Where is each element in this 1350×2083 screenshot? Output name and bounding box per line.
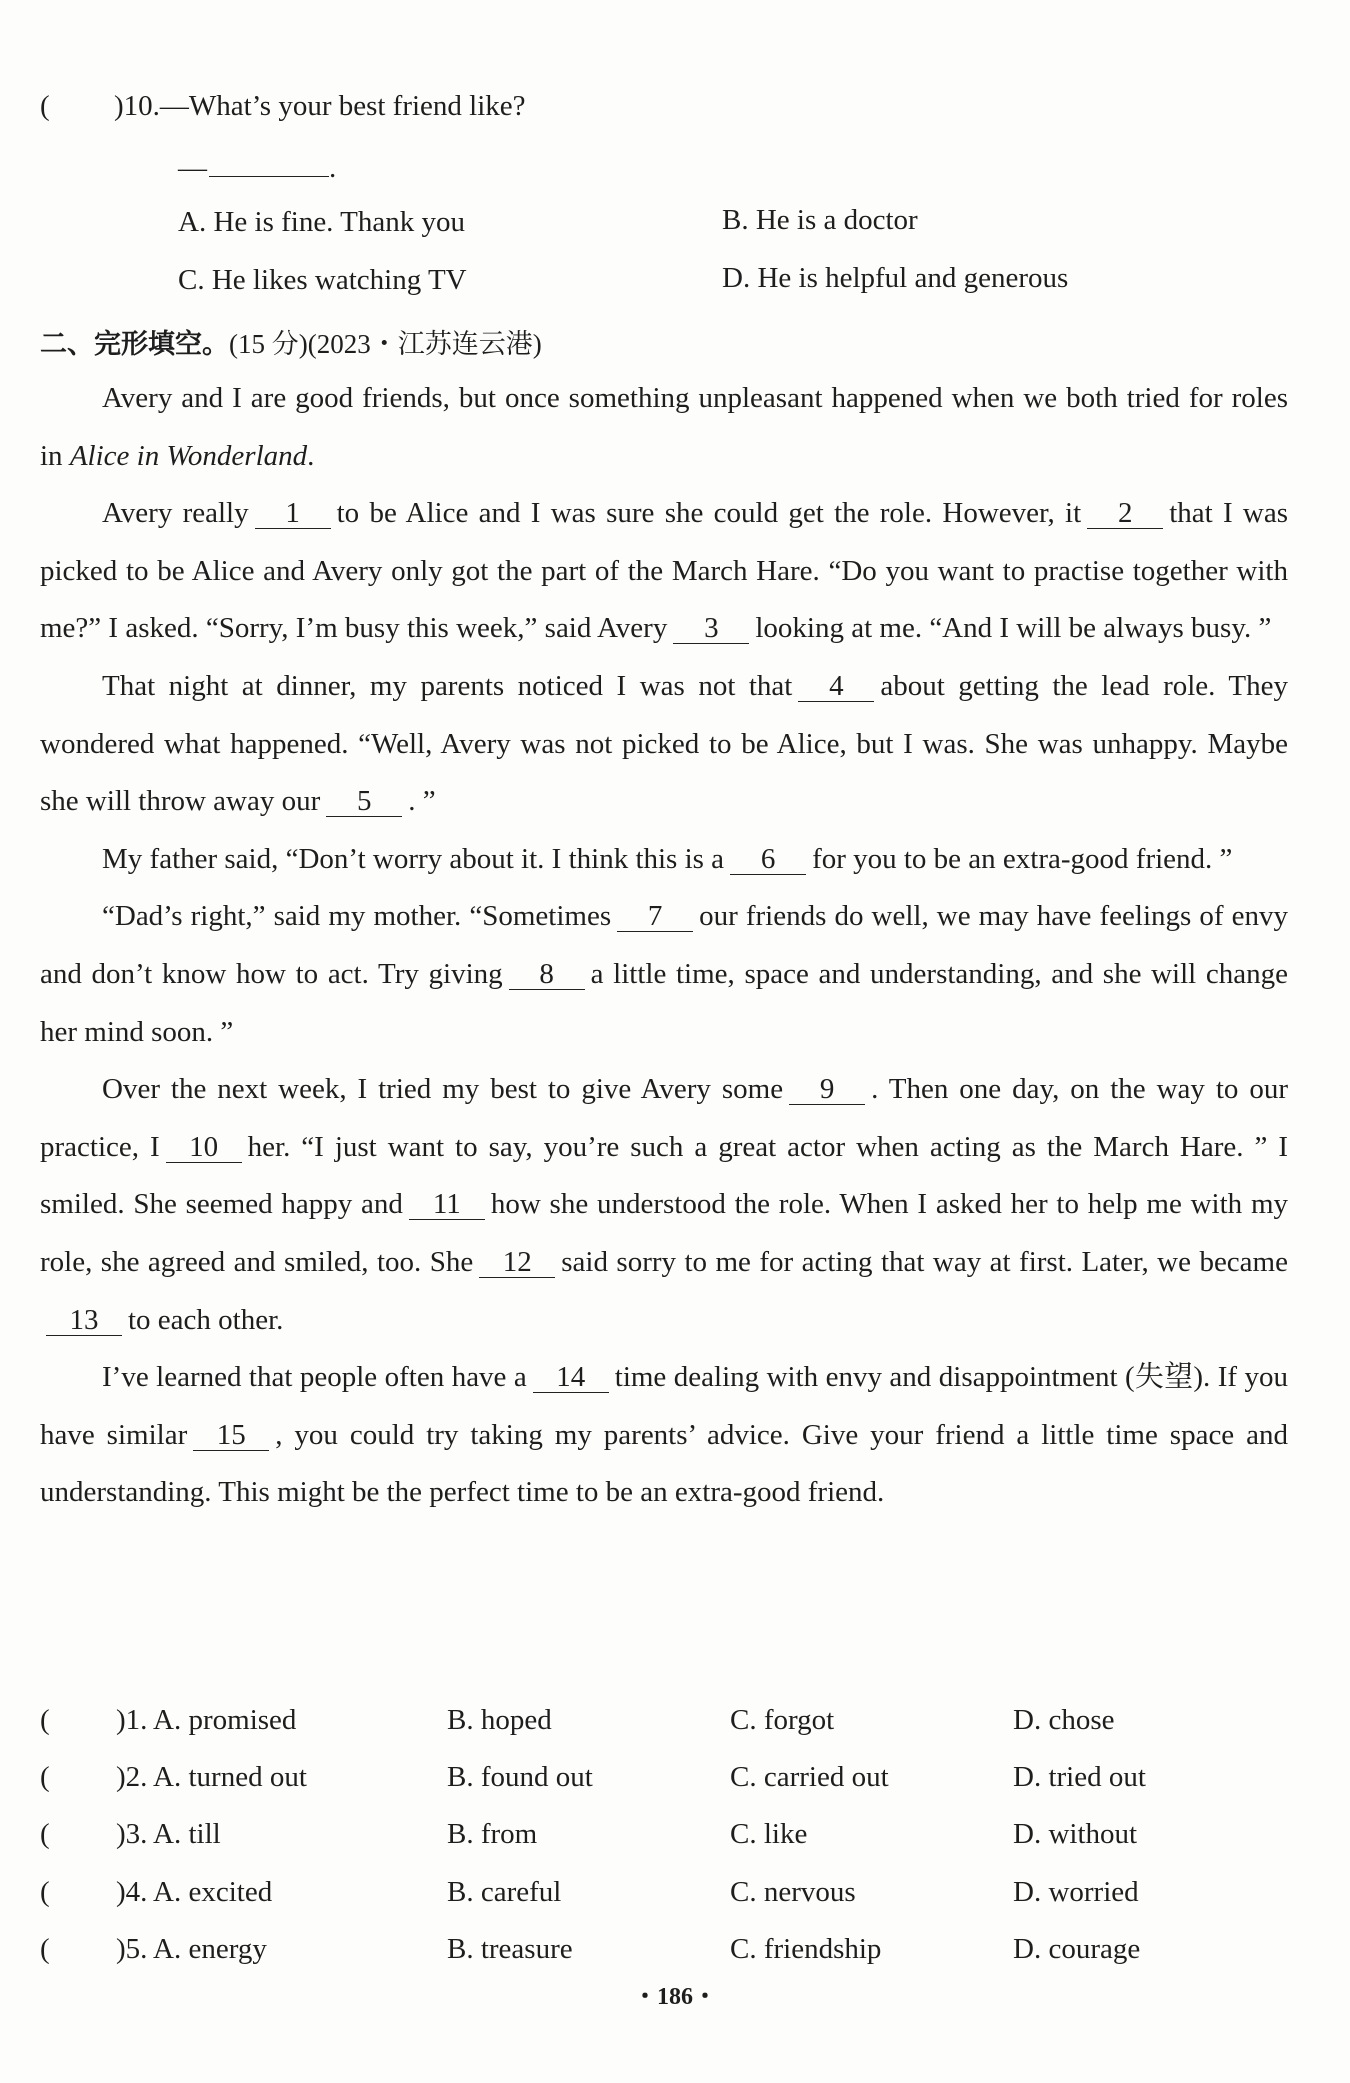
choice-a[interactable]: )3. A. till — [116, 1818, 221, 1850]
choice-b[interactable]: B. from — [447, 1818, 538, 1850]
question-10-answer-line — [178, 150, 336, 185]
passage-text: Avery really — [102, 497, 249, 530]
choice-a[interactable]: )1. A. promised — [116, 1704, 297, 1736]
choice-d[interactable]: D. worried — [1013, 1876, 1139, 1908]
paragraph-2 — [40, 485, 1288, 658]
option-d: D. He is helpful and generous — [722, 262, 1069, 294]
choice-d[interactable]: D. courage — [1013, 1933, 1141, 1965]
passage-text: her. “I just want to say, you’re such a great actor when acting as the March Hare. ” I smiled. She seemed happy and — [40, 1130, 1288, 1221]
blank-4[interactable]: 4 — [798, 671, 874, 702]
choice-b[interactable]: B. hoped — [447, 1704, 552, 1736]
blank-10[interactable]: 10 — [166, 1132, 242, 1163]
blank-15[interactable]: 15 — [193, 1420, 269, 1451]
choice-c[interactable]: C. friendship — [730, 1933, 882, 1965]
paragraph-4 — [40, 831, 1288, 889]
option-b: B. He is a doctor — [722, 204, 918, 236]
option-c: C. He likes watching TV — [178, 264, 467, 296]
passage-text: “Dad’s right,” said my mother. “Sometimes — [102, 900, 612, 933]
blank-11[interactable]: 11 — [409, 1189, 485, 1220]
blank-14[interactable]: 14 — [533, 1362, 609, 1393]
choice-a[interactable]: )5. A. energy — [116, 1933, 267, 1965]
passage-text: to each other. — [128, 1303, 284, 1336]
answer-paren-close: ) — [114, 90, 124, 122]
blank-12[interactable]: 12 — [479, 1247, 555, 1278]
choice-d[interactable]: D. without — [1013, 1818, 1138, 1850]
question-10-stem — [40, 90, 526, 123]
passage-text: how she understood the role. When I asked her to help me with my role, she agreed and smiled, too. She — [40, 1188, 1288, 1278]
passage-text: My father said, “Don’t worry about it. I think this is a — [102, 842, 725, 875]
paragraph-5 — [40, 888, 1288, 1061]
answer-blank — [209, 150, 329, 177]
passage-text: our friends do well, we may have feelings of envy and don’t know how to act. Try giving — [40, 900, 1288, 990]
passage-text: a little time, space and understanding, and she will change her mind soon. ” — [40, 957, 1289, 1048]
answer-paren-open: ( — [40, 90, 50, 122]
passage-text: . ” — [408, 785, 436, 818]
book-title: Alice in Wonderland — [69, 439, 308, 472]
passage-text: Over the next week, I tried my best to give Avery some — [102, 1073, 784, 1106]
choice-c[interactable]: C. forgot — [730, 1704, 835, 1736]
page-number: ・186・ — [633, 1984, 717, 2010]
choice-b[interactable]: B. found out — [447, 1761, 593, 1793]
passage-text: that I was picked to be Alice and Avery only got the part of the March Hare. “Do you want to practise together with me?” I asked. “Sorry, I’m busy this week,” said Avery — [40, 497, 1289, 645]
paragraph-3 — [40, 658, 1288, 831]
choice-c[interactable]: C. like — [730, 1818, 808, 1850]
choice-b[interactable]: B. treasure — [447, 1933, 573, 1965]
blank-3[interactable]: 3 — [673, 613, 749, 644]
passage-text: for you to be an extra-good friend. ” — [812, 842, 1233, 875]
paragraph-1 — [40, 370, 1288, 485]
paragraph-7 — [40, 1349, 1288, 1522]
blank-2[interactable]: 2 — [1087, 498, 1163, 529]
blank-1[interactable]: 1 — [255, 498, 331, 529]
section-title — [40, 322, 542, 361]
blank-13[interactable]: 13 — [46, 1305, 122, 1336]
section-note: (15 分)(2023・江苏连云港) — [229, 329, 542, 359]
passage-text: said sorry to me for acting that way at first. Later, we became — [561, 1245, 1288, 1278]
passage-text: I’ve learned that people often have a — [102, 1361, 527, 1394]
passage-text: to be Alice and I was sure she could get the role. However, it — [336, 497, 1082, 530]
passage-text: . — [307, 439, 315, 472]
passage-text: about getting the lead role. They wondered what happened. “Well, Avery was not picked to be Alice, but I was. She was unhappy. Maybe she will throw away our — [40, 669, 1288, 818]
passage-text: looking at me. “And I will be always busy. ” — [755, 612, 1272, 645]
answer-period: . — [329, 152, 337, 184]
choice-a[interactable]: )2. A. turned out — [116, 1761, 307, 1793]
choice-a[interactable]: )4. A. excited — [116, 1876, 273, 1908]
question-text: —What’s your best friend like? — [159, 90, 526, 122]
blank-9[interactable]: 9 — [789, 1074, 865, 1105]
choice-b[interactable]: B. careful — [447, 1876, 562, 1908]
passage-text: time dealing with envy and disappointment (失望). If you have similar — [40, 1361, 1288, 1451]
choice-c[interactable]: C. carried out — [730, 1761, 889, 1793]
answer-paren[interactable]: ( — [40, 1876, 50, 1908]
section-heading: 二、完形填空。 — [40, 329, 229, 360]
blank-6[interactable]: 6 — [730, 844, 806, 875]
choice-d[interactable]: D. tried out — [1013, 1761, 1146, 1793]
passage-text: That night at dinner, my parents noticed I was not that — [102, 669, 793, 702]
blank-7[interactable]: 7 — [617, 901, 693, 932]
answer-paren[interactable]: ( — [40, 1761, 50, 1793]
answer-paren[interactable]: ( — [40, 1818, 50, 1850]
question-number: 10. — [123, 90, 160, 122]
cloze-passage — [40, 370, 1288, 1522]
choice-c[interactable]: C. nervous — [730, 1876, 856, 1908]
choice-d[interactable]: D. chose — [1013, 1704, 1115, 1736]
answer-dash: — — [178, 152, 207, 184]
passage-text: . Then one day, on the way to our practice, I — [40, 1073, 1288, 1163]
option-a: A. He is fine. Thank you — [178, 206, 465, 238]
answer-paren[interactable]: ( — [40, 1704, 50, 1736]
paragraph-6 — [40, 1061, 1288, 1349]
passage-text: , you could try taking my parents’ advice. Give your friend a little time space and understanding. This might be the perfect time to be an extra-good friend. — [40, 1418, 1288, 1509]
blank-5[interactable]: 5 — [326, 786, 402, 817]
passage-text: Avery and I are good friends, but once something unpleasant happened when we both tried for roles in — [40, 382, 1288, 472]
answer-paren[interactable]: ( — [40, 1933, 50, 1965]
blank-8[interactable]: 8 — [509, 959, 585, 990]
